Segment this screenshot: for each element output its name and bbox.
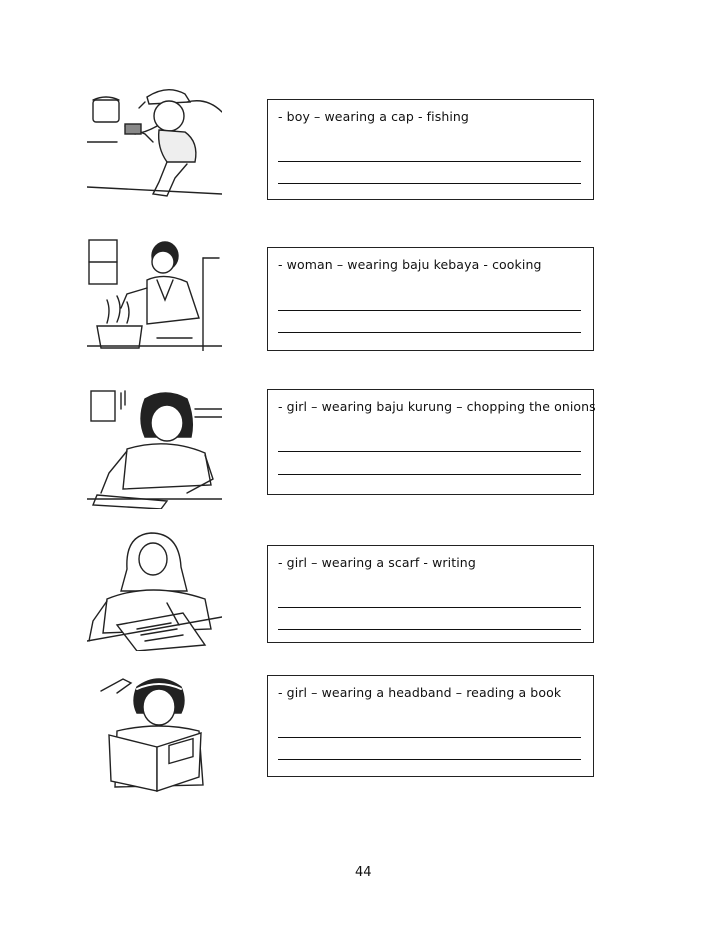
answer-line[interactable] — [278, 607, 581, 608]
answer-box-5 — [267, 675, 594, 777]
answer-box-1 — [267, 99, 594, 200]
answer-line[interactable] — [278, 629, 581, 630]
boy-fishing-illustration — [87, 82, 222, 207]
answer-line[interactable] — [278, 474, 581, 475]
answer-box-3 — [267, 389, 594, 495]
answer-line[interactable] — [278, 161, 581, 162]
answer-line[interactable] — [278, 451, 581, 452]
answer-line[interactable] — [278, 737, 581, 738]
prompt-text: - boy – wearing a cap - fishing — [278, 109, 469, 124]
woman-cooking-illustration — [87, 238, 222, 351]
answer-line[interactable] — [278, 183, 581, 184]
answer-line[interactable] — [278, 310, 581, 311]
answer-box-4 — [267, 545, 594, 643]
girl-reading-illustration — [87, 673, 222, 793]
prompt-text: - woman – wearing baju kebaya - cooking — [278, 257, 542, 272]
girl-chopping-onions-illustration — [87, 389, 222, 509]
answer-line[interactable] — [278, 332, 581, 333]
page-number: 44 — [355, 865, 372, 880]
prompt-text: - girl – wearing a headband – reading a book — [278, 685, 562, 700]
answer-box-2 — [267, 247, 594, 351]
prompt-text: - girl – wearing baju kurung – chopping the onions — [278, 399, 596, 414]
prompt-text: - girl – wearing a scarf - writing — [278, 555, 476, 570]
answer-line[interactable] — [278, 759, 581, 760]
girl-writing-illustration — [87, 529, 222, 651]
